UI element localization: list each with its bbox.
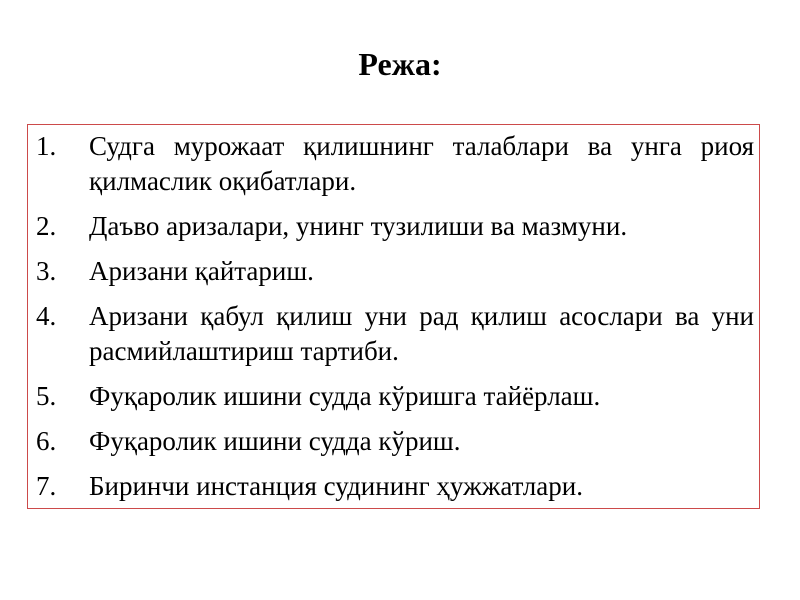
item-text: Аризани қабул қилиш уни рад қилиш асослари ва уни расмийлаштириш тартиби. — [89, 301, 754, 366]
item-text: Даъво аризалари, унинг тузилиши ва мазмуни. — [89, 211, 628, 241]
item-number: 7. — [36, 471, 57, 501]
list-item — [36, 129, 754, 199]
list-item — [36, 424, 754, 459]
list-item — [36, 254, 754, 289]
list-item — [36, 379, 754, 414]
item-text: Аризани қайтариш. — [89, 256, 314, 286]
list-item — [36, 469, 754, 504]
list-item — [36, 209, 754, 244]
item-number: 5. — [36, 381, 57, 411]
item-number: 4. — [36, 301, 57, 331]
item-number: 2. — [36, 211, 57, 241]
slide-title: Режа: — [358, 46, 442, 82]
item-text: Фуқаролик ишини судда кўриш. — [89, 426, 461, 456]
item-text: Фуқаролик ишини судда кўришга тайёрлаш. — [89, 381, 601, 411]
plan-list — [36, 129, 754, 514]
item-text: Судга мурожаат қилишнинг талаблари ва унга риоя қилмаслик оқибатлари. — [89, 131, 754, 196]
item-number: 1. — [36, 131, 57, 161]
item-number: 6. — [36, 426, 57, 456]
plan-content-box — [27, 124, 760, 509]
list-item — [36, 299, 754, 369]
item-number: 3. — [36, 256, 57, 286]
item-text: Биринчи инстанция судининг ҳужжатлари. — [89, 471, 583, 501]
